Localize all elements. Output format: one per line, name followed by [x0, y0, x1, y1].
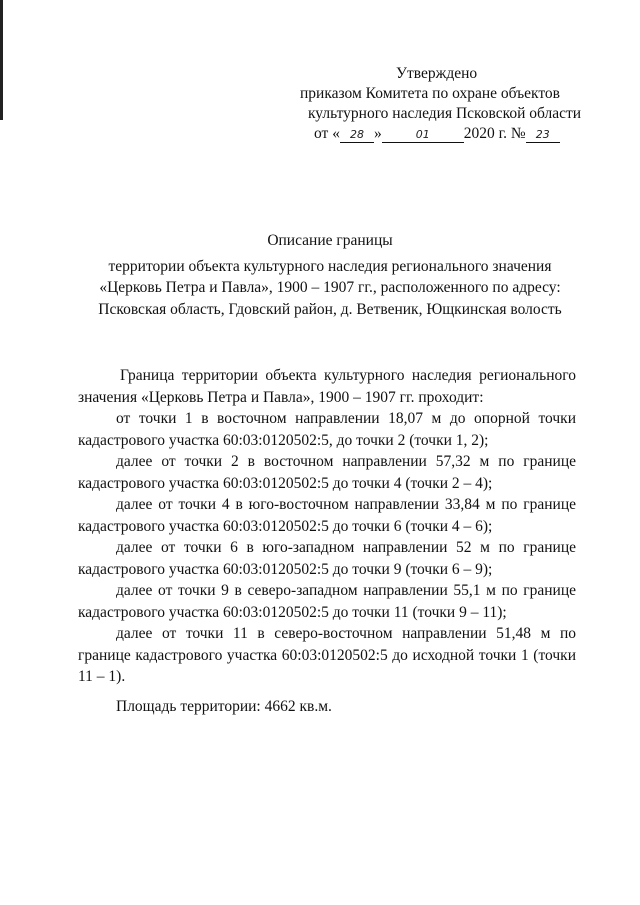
- date-quote-close: »: [373, 125, 382, 142]
- boundary-description: [78, 365, 576, 717]
- date-year-number-label: 2020 г. №: [463, 125, 526, 142]
- scan-edge-mark: [0, 0, 3, 120]
- title-line-4: Псковская область, Гдовский район, д. Ветвеник, Ющкинская волость: [98, 300, 562, 318]
- segment-paragraph: далее от точки 11 в северо-восточном направлении 51,48 м по границе кадастрового участка 60:03:0120502:5 до исходной точки 1 (точки 11 – 1).: [78, 625, 576, 685]
- title-line-1: Описание границы: [267, 232, 393, 249]
- area-paragraph: Площадь территории: 4662 кв.м.: [116, 697, 332, 715]
- title-line-2: территории объекта культурного наследия регионального значения: [108, 257, 552, 275]
- intro-paragraph: Граница территории объекта культурного наследия регионального значения «Церковь Петра и Павла», 1900 – 1907 гг. проходит:: [78, 367, 576, 406]
- approval-heading: Утверждено: [396, 65, 478, 82]
- document-title: [60, 230, 600, 320]
- approval-order-line: приказом Комитета по охране объектов: [300, 85, 561, 102]
- title-line-3: «Церковь Петра и Павла», 1900 – 1907 гг., расположенного по адресу:: [99, 279, 561, 296]
- segment-paragraph: далее от точки 9 в северо-западном направлении 55,1 м по границе кадастрового участка 60:03:0120502:5 до точки 11 (точки 9 – 11);: [78, 582, 576, 621]
- handwritten-day: 28: [340, 127, 374, 143]
- segment-paragraph: далее от точки 6 в юго-западном направлении 52 м по границе кадастрового участка 60:03:0120502:5 до точки 9 (точки 6 – 9);: [78, 539, 576, 578]
- date-prefix: от «: [314, 125, 340, 142]
- segment-paragraph: далее от точки 2 в восточном направлении 57,32 м по границе кадастрового участка 60:03:0120502:5 до точки 4 (точки 2 – 4);: [78, 453, 576, 492]
- approval-committee-line: культурного наследия Псковской области: [308, 105, 582, 122]
- segment-paragraph: далее от точки 4 в юго-восточном направлении 33,84 м по границе кадастрового участка 60:03:0120502:5 до точки 6 (точки 4 – 6);: [78, 496, 576, 535]
- approval-date-line: [300, 124, 600, 144]
- approval-stamp-block: [300, 64, 600, 144]
- handwritten-month: 01: [382, 127, 464, 143]
- handwritten-order-number: 23: [526, 127, 560, 143]
- segment-paragraph: от точки 1 в восточном направлении 18,07 м до опорной точки кадастрового участка 60:03:0120502:5, до точки 2 (точки 1, 2);: [78, 410, 576, 449]
